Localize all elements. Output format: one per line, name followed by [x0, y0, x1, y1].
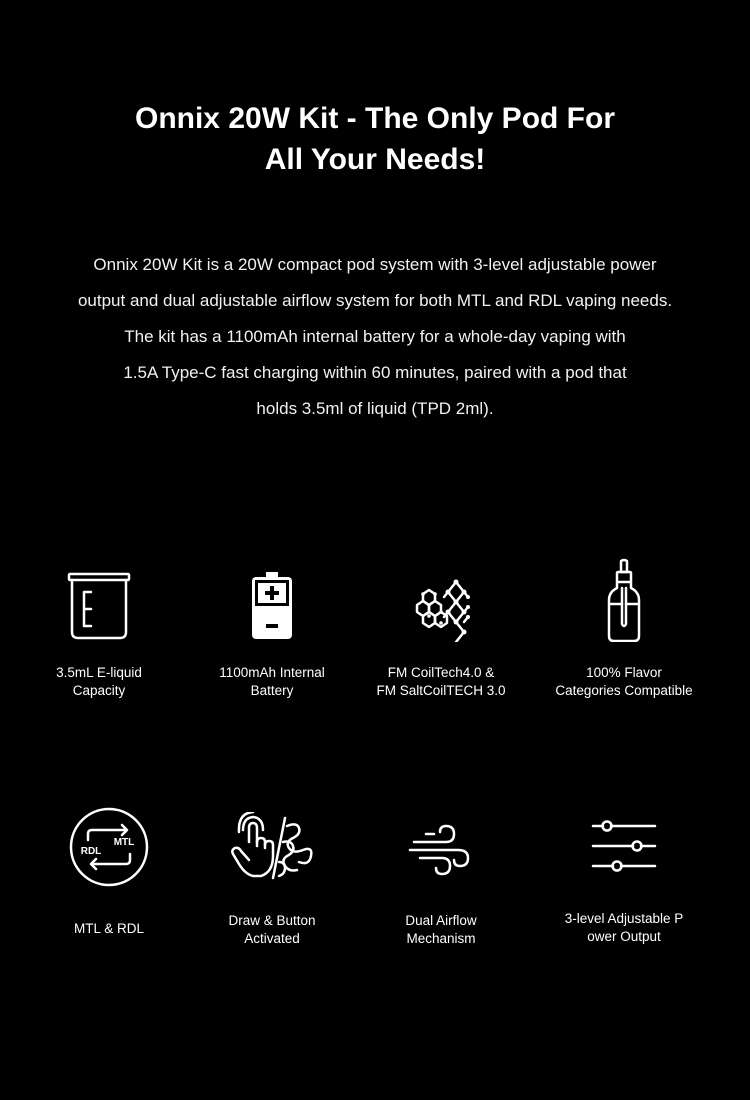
product-description [10, 247, 740, 427]
draw-button-icon [227, 812, 317, 884]
mtl-rdl-switch-icon [68, 806, 150, 888]
feature-label: Capacity [72, 683, 126, 698]
feature-power [529, 814, 719, 946]
battery-icon [237, 570, 307, 642]
feature-label: Draw & Button [228, 913, 316, 928]
feature-label: 1100mAh Internal [219, 665, 325, 680]
title-line-2: All Your Needs! [264, 143, 486, 176]
description-line: The kit has a 1100mAh internal battery for a whole-day vaping with [124, 327, 626, 346]
feature-label: 100% Flavor [586, 665, 662, 680]
dropper-bottle-icon [589, 558, 659, 642]
sliders-icon [589, 814, 659, 878]
feature-label: ower Output [587, 929, 661, 944]
feature-coil [346, 570, 536, 700]
feature-label: 3-level Adjustable P [564, 911, 684, 926]
feature-label: FM CoilTech4.0 & [387, 665, 495, 680]
mtl-text: MTL [113, 837, 135, 848]
feature-label: Dual Airflow [405, 913, 477, 928]
feature-airflow [346, 820, 536, 948]
feature-label: Mechanism [406, 931, 476, 946]
description-line: output and dual adjustable airflow system for both MTL and RDL vaping needs. [77, 291, 673, 310]
feature-label: Activated [244, 931, 300, 946]
description-line: 1.5A Type-C fast charging within 60 minutes, paired with a pod that [123, 363, 627, 382]
feature-label: Battery [250, 683, 294, 698]
feature-label: 3.5mL E-liquid [56, 665, 142, 680]
feature-battery [177, 570, 367, 700]
feature-label: FM SaltCoilTECH 3.0 [376, 683, 506, 698]
feature-mtl-rdl [14, 806, 204, 938]
feature-flavor [529, 558, 719, 700]
rdl-text: RDL [80, 846, 102, 857]
description-line: Onnix 20W Kit is a 20W compact pod system with 3-level adjustable power [93, 255, 657, 274]
feature-label: MTL & RDL [73, 921, 144, 936]
description-line: holds 3.5ml of liquid (TPD 2ml). [256, 399, 494, 418]
airflow-icon [406, 820, 476, 884]
coil-mesh-icon [406, 570, 476, 642]
feature-activation [177, 812, 367, 948]
title-line-1: Onnix 20W Kit - The Only Pod For [134, 102, 615, 135]
feature-label: Categories Compatible [555, 683, 693, 698]
feature-capacity [4, 570, 194, 700]
pod-icon [64, 570, 134, 642]
page-title [0, 98, 750, 180]
